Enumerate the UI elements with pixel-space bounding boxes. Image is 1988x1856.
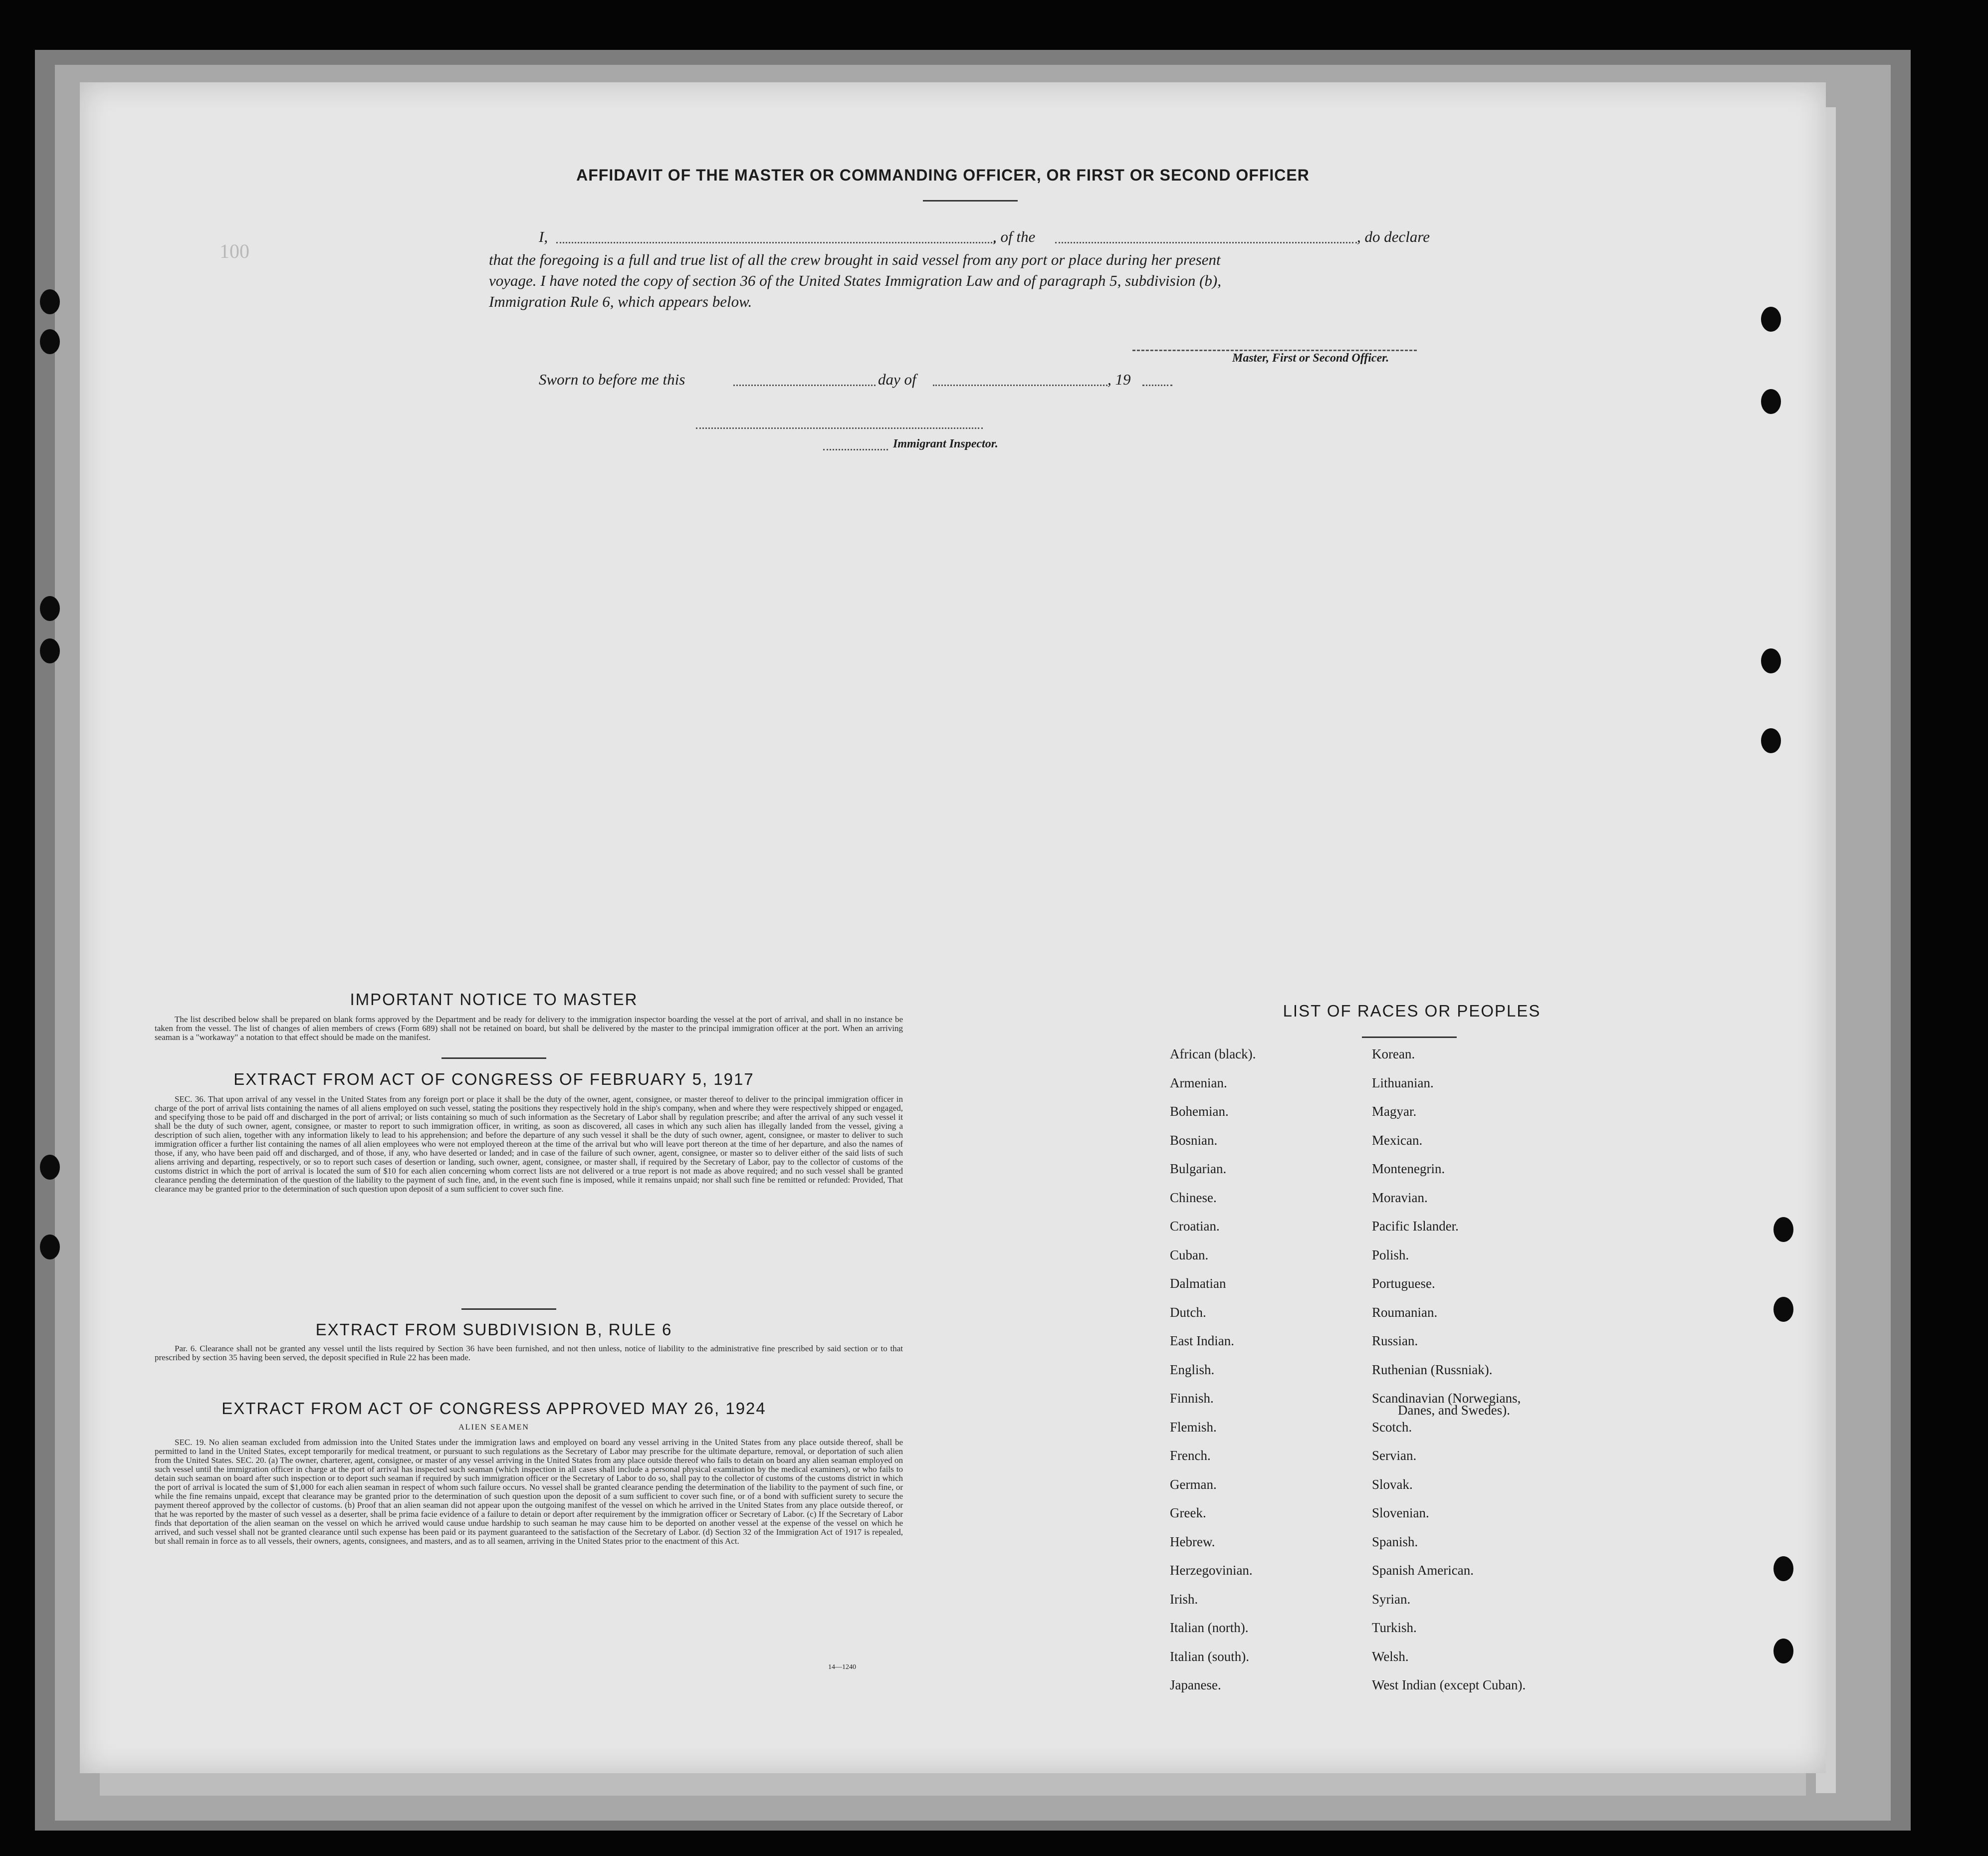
- punch-hole: [40, 289, 60, 314]
- race-item: Ruthenian (Russniak).: [1372, 1362, 1493, 1377]
- notice-title: IMPORTANT NOTICE TO MASTER: [350, 990, 638, 1009]
- race-item: Dalmatian: [1170, 1276, 1226, 1291]
- race-item: Russian.: [1372, 1333, 1418, 1348]
- affidavit-body-line4: Immigration Rule 6, which appears below.: [489, 293, 752, 310]
- race-item: Italian (south).: [1170, 1649, 1249, 1664]
- race-item: Bulgarian.: [1170, 1161, 1227, 1176]
- affiant-name-field[interactable]: [556, 242, 995, 243]
- race-item: Chinese.: [1170, 1190, 1217, 1205]
- year-label: , 19: [1107, 371, 1131, 388]
- race-item: Magyar.: [1372, 1104, 1417, 1119]
- punch-hole: [1773, 1297, 1793, 1322]
- race-item: Montenegrin.: [1372, 1161, 1445, 1176]
- race-item: Bohemian.: [1170, 1104, 1229, 1119]
- race-item: Japanese.: [1170, 1677, 1221, 1692]
- sworn-month-field[interactable]: [933, 385, 1107, 386]
- punch-hole: [1761, 648, 1781, 673]
- affidavit-title-rule: [923, 200, 1018, 202]
- form-number: 14—1240: [828, 1663, 856, 1671]
- race-item: Roumanian.: [1372, 1304, 1438, 1320]
- race-item: Syrian.: [1372, 1591, 1411, 1607]
- affidavit-declare-label: , do declare: [1357, 228, 1430, 245]
- inspector-label: Immigrant Inspector.: [893, 437, 998, 450]
- races-rule: [1362, 1036, 1457, 1038]
- race-item: Mexican.: [1372, 1132, 1423, 1148]
- race-scandinavian-cont: Danes, and Swedes).: [1398, 1403, 1510, 1418]
- race-item: African (black).: [1170, 1046, 1256, 1061]
- sworn-label: Sworn to before me this: [539, 371, 685, 388]
- race-item: Armenian.: [1170, 1075, 1227, 1090]
- extract-rule6-text: Par. 6. Clearance shall not be granted any vessel until the lists required by Section 36 have been furnished, and not then unless, notice of liability to the administrative fine prescribed by said section or to that prescribed by section 35 having been served, the deposit specified in Rule 22 has been made.: [155, 1344, 903, 1362]
- race-item: East Indian.: [1170, 1333, 1234, 1348]
- race-item: Flemish.: [1170, 1419, 1217, 1435]
- inspector-signature-field[interactable]: [696, 427, 983, 429]
- race-item: Irish.: [1170, 1591, 1198, 1607]
- punch-hole: [1761, 389, 1781, 414]
- notice-rule: [442, 1057, 546, 1059]
- race-item: English.: [1170, 1362, 1215, 1377]
- punch-hole: [40, 638, 60, 663]
- race-item: Polish.: [1372, 1247, 1409, 1262]
- race-item: Korean.: [1372, 1046, 1415, 1061]
- punch-hole: [1773, 1556, 1793, 1581]
- vessel-name-field[interactable]: [1055, 242, 1357, 243]
- race-item: Spanish.: [1372, 1534, 1418, 1549]
- punch-hole: [40, 329, 60, 354]
- race-item: Turkish.: [1372, 1620, 1417, 1635]
- extract-1917-rule: [461, 1308, 556, 1310]
- extract-1924-subtitle: ALIEN SEAMEN: [458, 1423, 529, 1432]
- race-item: Portuguese.: [1372, 1276, 1435, 1291]
- extract-1924-title: EXTRACT FROM ACT OF CONGRESS APPROVED MAY 26, 1924: [221, 1399, 766, 1418]
- extract-rule6-title: EXTRACT FROM SUBDIVISION B, RULE 6: [315, 1320, 672, 1339]
- punch-hole: [1773, 1217, 1793, 1242]
- race-item: Hebrew.: [1170, 1534, 1215, 1549]
- race-item: Servian.: [1372, 1448, 1417, 1463]
- punch-hole: [1761, 728, 1781, 753]
- punch-hole: [40, 1235, 60, 1259]
- race-item: Slovenian.: [1372, 1505, 1429, 1520]
- extract-1917-text: SEC. 36. That upon arrival of any vessel in the United States from any foreign port or place it shall be the duty of the owner, agent, consignee, or master thereof to deliver to the principal immigration officer in charge of the port of arrival lists containing the names of all aliens employed on such vessel, stating the positions they respectively hold in the ship's company, when and where they were respectively shipped or engaged, and specifying those to be paid off and discharged in the port of arrival; or lists containing so much of such information as the Secretary of Labor shall by regulation prescribe; and after the arrival of any such vessel it shall be the duty of such owner, agent, consignee, or master to report to such immigration officer, in writing, as soon as discovered, all cases in which any such alien has illegally landed from the vessel, giving a description of such alien, together with any information likely to lead to his apprehension; and before the departure of any such vessel it shall be the duty of such owner, agent, consignee, or master to deliver to such immigration officer a further list containing the names of all alien employees who were not employed thereon at the time of the arrival but who will leave port thereon at the time of her departure, and also the names of those, if any, who have been paid off and discharged, and of those, if any, who have deserted or landed; and in case of the failure of such owner, agent, consignee, or master so to deliver either of the said lists of such aliens arriving and departing, respectively, or so to report such cases of desertion or landing, such owner, agent, consignee, or master shall, if required by the Secretary of Labor, pay to the collector of customs of the customs district in which the port of arrival is located the sum of $10 for each alien concerning whom correct lists are not delivered or a true report is not made as above required; and no such vessel shall be granted clearance pending the determination of the question of the liability to the payment of such fine, and, in the event such fine is imposed, while it remains unpaid; nor shall such fine be remitted or refunded: Provided, That clearance may be granted prior to the determination of such question upon deposit of a sum sufficient to cover such fine.: [155, 1094, 903, 1194]
- affidavit-i-label: I,: [539, 228, 548, 245]
- race-item: Welsh.: [1372, 1649, 1409, 1664]
- affidavit-of-the-label: , of the: [993, 228, 1036, 245]
- race-item: Greek.: [1170, 1505, 1206, 1520]
- race-item: Pacific Islander.: [1372, 1219, 1459, 1234]
- extract-1917-title: EXTRACT FROM ACT OF CONGRESS OF FEBRUARY 5, 1917: [233, 1070, 754, 1088]
- punch-hole: [1761, 307, 1781, 332]
- affidavit-body-line2: that the foregoing is a full and true list of all the crew brought in said vessel from any port or place during her present: [489, 251, 1221, 268]
- race-item: Lithuanian.: [1372, 1075, 1434, 1090]
- race-item: Dutch.: [1170, 1304, 1206, 1320]
- race-item: West Indian (except Cuban).: [1372, 1677, 1526, 1692]
- punch-hole: [1773, 1639, 1793, 1663]
- extract-1924-text: SEC. 19. No alien seaman excluded from admission into the United States under the immigration laws and employed on board any vessel arriving in the United States from any place outside thereof, shall be permitted to land in the United States, except temporarily for medical treatment, or pursuant to such regulations as the Secretary of Labor may prescribe for the ultimate departure, removal, or deportation of such alien from the United States. SEC. 20. (a) The owner, charterer, agent, consignee, or master of any vessel arriving in the United States from any place outside thereof who fails to detain on board any alien seaman employed on such vessel until the immigration officer in charge at the port of arrival has inspected such seaman (which inspection in all cases shall include a personal physical examination by the medical examiners), or who fails to detain such seaman on board after such inspection or to deport such seaman if required by such immigration officer or the Secretary of Labor to do so, shall pay to the collector of customs of the customs district in which the port of arrival is located the sum of $1,000 for each alien seaman in respect of whom such failure occurs. No vessel shall be granted clearance pending the determination of the liability to the payment of such fine, or while the fine remains unpaid, except that clearance may be granted prior to the determination of such question upon the deposit of a sum sufficient to cover such fine, or of a bond with sufficient surety to secure the payment thereof approved by the collector of customs. (b) Proof that an alien seaman did not appear upon the outgoing manifest of the vessel on which he arrived in the United States from any place outside thereof, or that he was reported by the master of such vessel as a deserter, shall be prima facie evidence of a failure to detain or deport after requirement by the immigration officer or Secretary of Labor. (c) If the Secretary of Labor finds that deportation of the alien seaman on the vessel on which he arrived would cause undue hardship to such seaman he may cause him to be deported on another vessel at the expense of the vessel on which he arrived, and such vessel shall not be granted clearance until such expense has been paid or its payment guaranteed to the satisfaction of the Secretary of Labor. (d) Section 32 of the Immigration Act of 1917 is repealed, but shall remain in force as to all vessels, their owners, agents, consignees, and masters, and as to all seamen, arriving in the United States prior to the enactment of this Act.: [155, 1438, 903, 1546]
- race-item: Bosnian.: [1170, 1132, 1218, 1148]
- notice-text: The list described below shall be prepared on blank forms approved by the Department and be ready for delivery to the immigration inspector boarding the vessel at the port of arrival, and shall in no instance be taken from the vessel. The list of changes of alien members of crews (Form 689) shall not be retained on board, but shall be delivered by the master to the principal immigration officer at the port. When an arriving seaman is a "workaway" a notation to that effect should be made on the manifest.: [155, 1015, 903, 1042]
- race-item: Herzegovinian.: [1170, 1563, 1253, 1578]
- master-signature-field[interactable]: [1132, 350, 1417, 351]
- race-item: German.: [1170, 1476, 1217, 1492]
- race-item: Slovak.: [1372, 1476, 1413, 1492]
- document-page: [80, 82, 1826, 1773]
- race-item: Scandinavian (Norwegians,: [1372, 1391, 1521, 1406]
- race-item: Moravian.: [1372, 1190, 1428, 1205]
- inspector-signature-field-2[interactable]: [823, 449, 888, 450]
- race-item: Cuban.: [1170, 1247, 1209, 1262]
- race-item: Spanish American.: [1372, 1563, 1474, 1578]
- race-item: Croatian.: [1170, 1219, 1220, 1234]
- master-signature-label: Master, First or Second Officer.: [1232, 352, 1389, 365]
- race-item: French.: [1170, 1448, 1211, 1463]
- sworn-day-field[interactable]: [733, 385, 876, 386]
- race-item: Finnish.: [1170, 1391, 1214, 1406]
- sworn-year-field[interactable]: [1142, 385, 1172, 386]
- races-title: LIST OF RACES OR PEOPLES: [1283, 1002, 1541, 1020]
- margin-stamp-mark: 100: [220, 240, 249, 262]
- day-of-label: day of: [878, 371, 916, 388]
- affidavit-body-line3: voyage. I have noted the copy of section 36 of the United States Immigration Law and of paragraph 5, subdivision (b),: [489, 272, 1221, 289]
- race-item: Italian (north).: [1170, 1620, 1249, 1635]
- affidavit-title: AFFIDAVIT OF THE MASTER OR COMMANDING OFFICER, OR FIRST OR SECOND OFFICER: [576, 166, 1310, 184]
- race-item: Scotch.: [1372, 1419, 1412, 1435]
- punch-hole: [40, 1155, 60, 1180]
- punch-hole: [40, 596, 60, 621]
